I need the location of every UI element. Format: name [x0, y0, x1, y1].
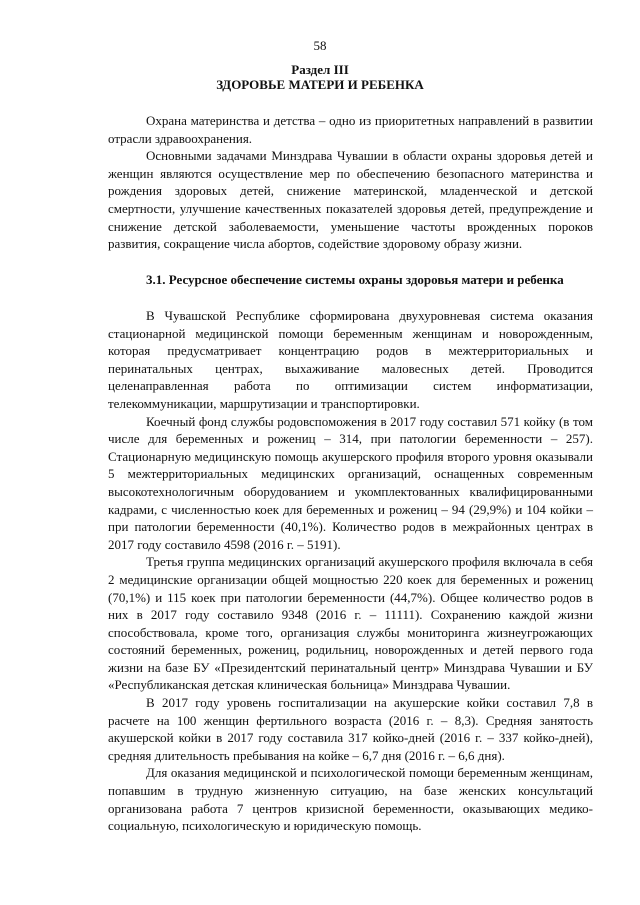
main-paragraph-4: В 2017 году уровень госпитализации на акушерские койки составил 7,8 в расчете на 100 женщин фертильного возраста (2016 г. – 8,3). Средняя занятость акушерской койки в 2017 году составила 317 койко-дней (2016 г. – 337 койко-дней), средняя длительность пребывания на койке – 6,7 дня (2016 г. – 6,6 дня).: [108, 695, 593, 763]
intro-text: [108, 112, 593, 253]
intro-paragraph-2: Основными задачами Минздрава Чувашии в области охраны здоровья детей и женщин являются осуществление мер по обеспечению безопасного материнства и рождения здоровых детей, снижение материнской, младенческой и детской смертности, улучшение качественных показателей здоровья детей, предупреждение и снижение детской заболеваемости, уменьшение частоты врожденных пороков развития, сокращение числа абортов, содействие здоровому образу жизни.: [108, 148, 593, 252]
intro-paragraph-1: Охрана материнства и детства – одно из приоритетных направлений в развитии отрасли здравоохранения.: [108, 113, 593, 146]
main-text: [108, 307, 593, 835]
main-paragraph-1: В Чувашской Республике сформирована двухуровневая система оказания стационарной медицинской помощи беременным женщинам и новорожденным, которая предусматривает концентрацию родов в межтерриториальных и перинатальных центрах, выхаживание маловесных детей. Проводится целенаправленная работа по оптимизации систем информатизации, телекоммуникации, маршрутизации и транспортировки.: [108, 308, 593, 411]
page-number: 58: [313, 38, 327, 53]
main-paragraph-2: Коечный фонд службы родовспоможения в 2017 году составил 571 койку (в том числе для беременных и рожениц – 314, при патологии беременности – 257). Стационарную медицинскую помощь акушерского профиля второго уровня оказывали 5 межтерриториальных медицинских организаций, оснащенных современным высокотехнологичным оборудованием и укомплектованных квалифицированными кадрами, с численностью коек для беременных и рожениц – 94 (29,9%) и 104 койки – при патологии беременности (40,1%). Количество родов в межрайонных центрах в 2017 году составило 4598 (2016 г. – 5191).: [108, 413, 593, 552]
subsection-heading: 3.1. Ресурсное обеспечение системы охраны здоровья матери и ребенка: [146, 272, 564, 287]
section-label: Раздел III: [291, 62, 349, 77]
section-title: ЗДОРОВЬЕ МАТЕРИ И РЕБЕНКА: [216, 77, 424, 92]
main-paragraph-5: Для оказания медицинской и психологической помощи беременным женщинам, попавшим в трудную жизненную ситуацию, на базе женских консультаций организована работа 7 центров кризисной беременности, оказывающих медико-социальную, психологическую и юридическую помощь.: [108, 765, 593, 834]
main-paragraph-3: Третья группа медицинских организаций акушерского профиля включала в себя 2 медицинские организации общей мощностью 220 коек для беременных и рожениц (70,1%) и 115 коек при патологии беременности (44,7%). Общее количество родов в них в 2017 году составило 9348 (2016 г. – 11111). Сохранению каждой жизни способствовала, кроме того, организация службы мониторинга жизнеугрожающих состояний беременных, рожениц, родильниц, новорожденных и детей первого года жизни на базе БУ «Президентский перинатальный центр» Минздрава Чувашии и БУ «Республиканская детская клиническая больница» Минздрава Чувашии.: [108, 554, 593, 693]
